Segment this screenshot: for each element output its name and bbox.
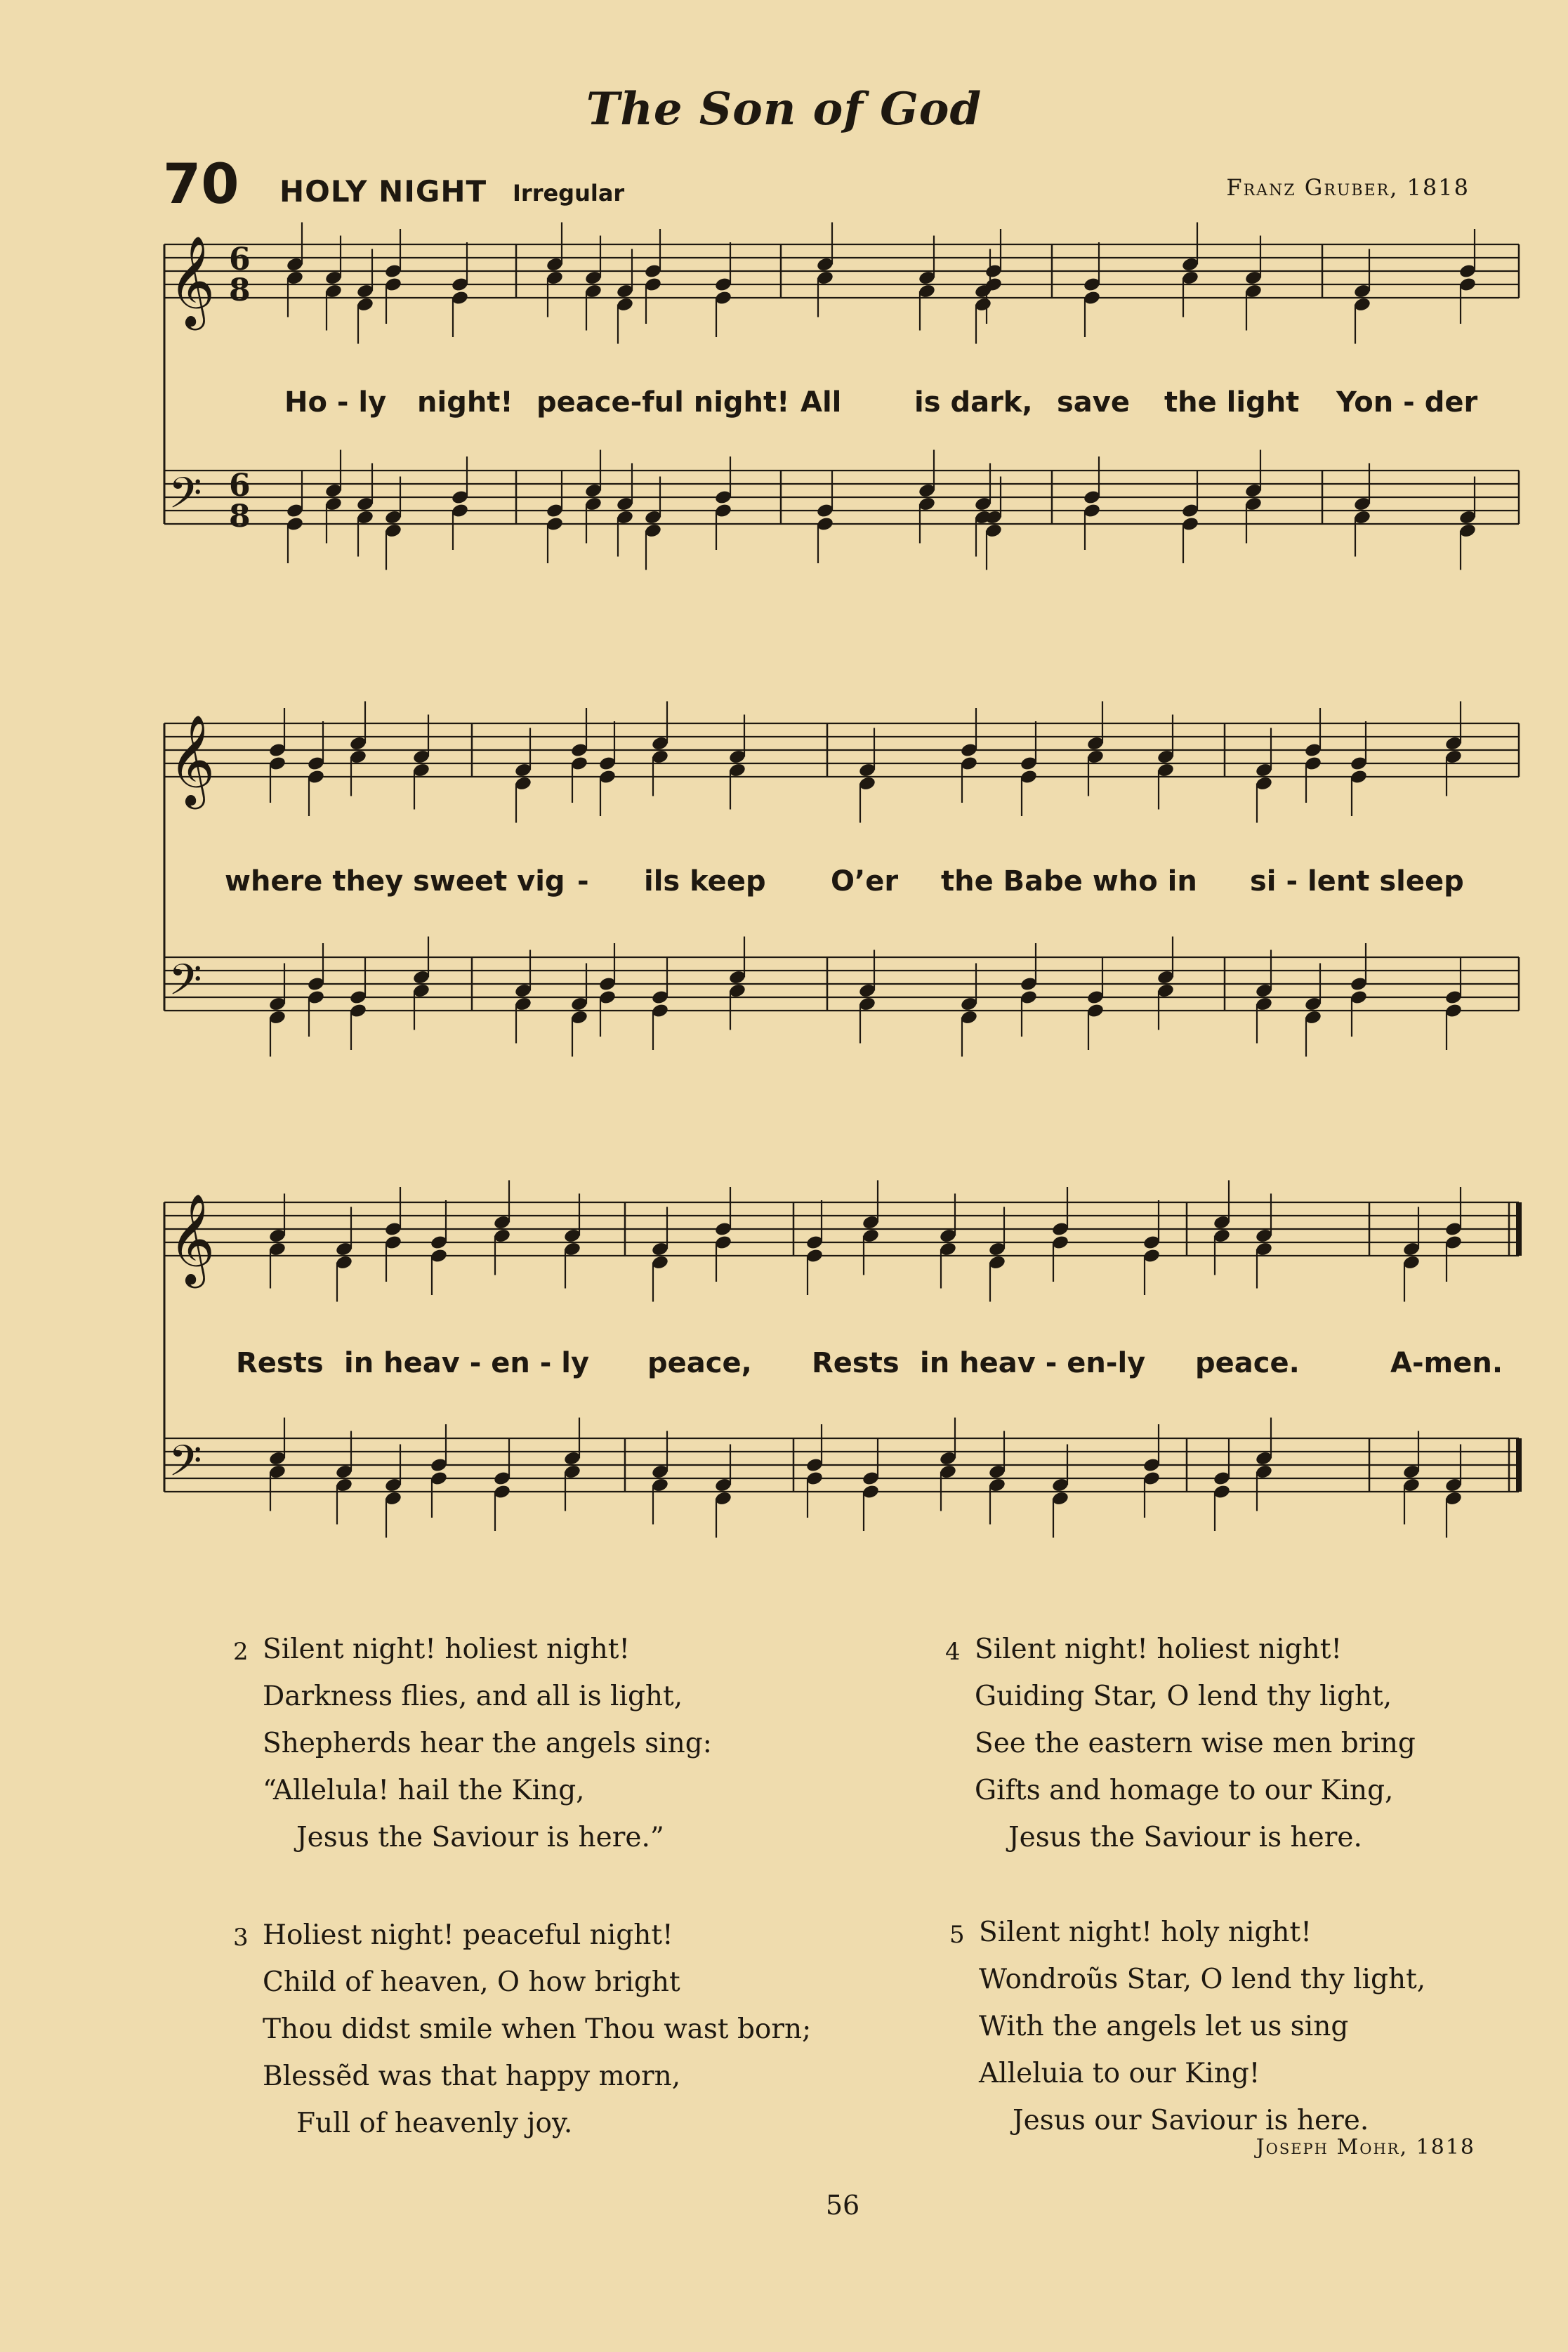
time-signature-denominator: 8 bbox=[229, 272, 251, 308]
lyric-syllable: Rests bbox=[812, 1347, 900, 1379]
stanza-line: Gifts and homage to our King, bbox=[975, 1775, 1394, 1806]
stanza-2 bbox=[233, 1626, 712, 1861]
stanza-line: Silent night! holiest night! bbox=[263, 1634, 631, 1665]
stanza-number: 3 bbox=[233, 1924, 249, 1952]
lyric-syllable: in heav - en - ly bbox=[344, 1347, 590, 1379]
lyric-syllable: All bbox=[801, 386, 842, 419]
lyric-syllable: the Babe who in bbox=[941, 865, 1197, 898]
lyric-syllable: si - lent sleep bbox=[1250, 865, 1464, 898]
lyric-syllable: - bbox=[577, 865, 589, 898]
bass-clef-icon: 𝄢 bbox=[169, 1436, 202, 1497]
stanza-line: Darkness flies, and all is light, bbox=[263, 1681, 683, 1712]
lyric-syllable: peace. bbox=[1195, 1347, 1300, 1379]
stanza-line: Jesus our Saviour is here. bbox=[1013, 2105, 1369, 2136]
final-barline bbox=[1516, 1438, 1522, 1492]
lyric-syllable: is dark, bbox=[914, 386, 1033, 419]
treble-clef-icon: 𝄞 bbox=[169, 714, 216, 806]
stanza-3 bbox=[233, 1912, 812, 2147]
stanza-line: Wondroũs Star, O lend thy light, bbox=[979, 1964, 1426, 1995]
lyrics-line-2 bbox=[0, 865, 1568, 900]
lyric-syllable: A-men. bbox=[1390, 1347, 1503, 1379]
lyric-syllable: O’er bbox=[831, 865, 899, 898]
lyric-syllable: peace-ful night! bbox=[536, 386, 790, 419]
stanza-number: 2 bbox=[233, 1638, 249, 1666]
section-title: The Son of God bbox=[586, 83, 982, 136]
bass-clef-icon: 𝄢 bbox=[169, 955, 202, 1016]
stanza-line: Silent night! holy night! bbox=[979, 1917, 1312, 1948]
tune-name: HOLY NIGHT bbox=[279, 174, 487, 209]
stanza-line: Shepherds hear the angels sing: bbox=[263, 1728, 712, 1759]
stanza-line: Thou didst smile when Thou wast born; bbox=[263, 2013, 812, 2045]
stanza-number: 4 bbox=[945, 1638, 961, 1666]
lyric-syllable: Rests bbox=[236, 1347, 324, 1379]
lyric-syllable: the light bbox=[1164, 386, 1300, 419]
stanza-line: Jesus the Saviour is here. bbox=[1008, 1822, 1362, 1853]
treble-clef-icon: 𝄞 bbox=[169, 1193, 216, 1285]
lyric-syllable: Yon - der bbox=[1336, 386, 1478, 419]
time-signature-numerator: 6 bbox=[229, 242, 251, 277]
stanza-line: With the angels let us sing bbox=[979, 2011, 1349, 2042]
hymn-number: 70 bbox=[163, 153, 239, 216]
stanza-4 bbox=[945, 1626, 1416, 1861]
time-signature-numerator: 6 bbox=[229, 468, 251, 504]
author-credit: Joseph Mohr, 1818 bbox=[1256, 2135, 1475, 2160]
composer-credit: Franz Gruber, 1818 bbox=[1226, 174, 1470, 201]
stanza-line: Child of heaven, O how bright bbox=[263, 1966, 680, 1998]
lyric-syllable: peace, bbox=[647, 1347, 752, 1379]
lyric-syllable: Ho - ly bbox=[284, 386, 387, 419]
stanza-line: Blessẽd was that happy morn, bbox=[263, 2061, 681, 2092]
stanza-line: Alleluia to our King! bbox=[979, 2058, 1260, 2089]
stanza-line: See the eastern wise men bring bbox=[975, 1728, 1416, 1759]
stanza-line: Full of heavenly joy. bbox=[296, 2108, 573, 2139]
page-number: 56 bbox=[825, 2190, 860, 2221]
time-signature-denominator: 8 bbox=[229, 499, 251, 534]
lyric-syllable: ils keep bbox=[644, 865, 766, 898]
lyrics-line-3 bbox=[0, 1347, 1568, 1382]
lyrics-line-1 bbox=[0, 386, 1568, 421]
stanza-5 bbox=[949, 1909, 1426, 2144]
stanza-line: “Allelula! hail the King, bbox=[263, 1775, 585, 1806]
stanza-line: Silent night! holiest night! bbox=[975, 1634, 1343, 1665]
lyric-syllable: where they sweet vig bbox=[225, 865, 565, 898]
stanza-line: Jesus the Saviour is here.” bbox=[296, 1822, 664, 1853]
stanza-number: 5 bbox=[949, 1921, 965, 1949]
bass-clef-icon: 𝄢 bbox=[169, 468, 202, 529]
treble-clef-icon: 𝄞 bbox=[169, 235, 216, 327]
lyric-syllable: in heav - en-ly bbox=[920, 1347, 1146, 1379]
final-barline bbox=[1516, 1202, 1522, 1256]
stanza-line: Guiding Star, O lend thy light, bbox=[975, 1681, 1392, 1712]
lyric-syllable: night! bbox=[417, 386, 513, 419]
meter-label: Irregular bbox=[513, 180, 625, 206]
lyric-syllable: save bbox=[1057, 386, 1131, 419]
stanza-line: Holiest night! peaceful night! bbox=[263, 1919, 673, 1951]
